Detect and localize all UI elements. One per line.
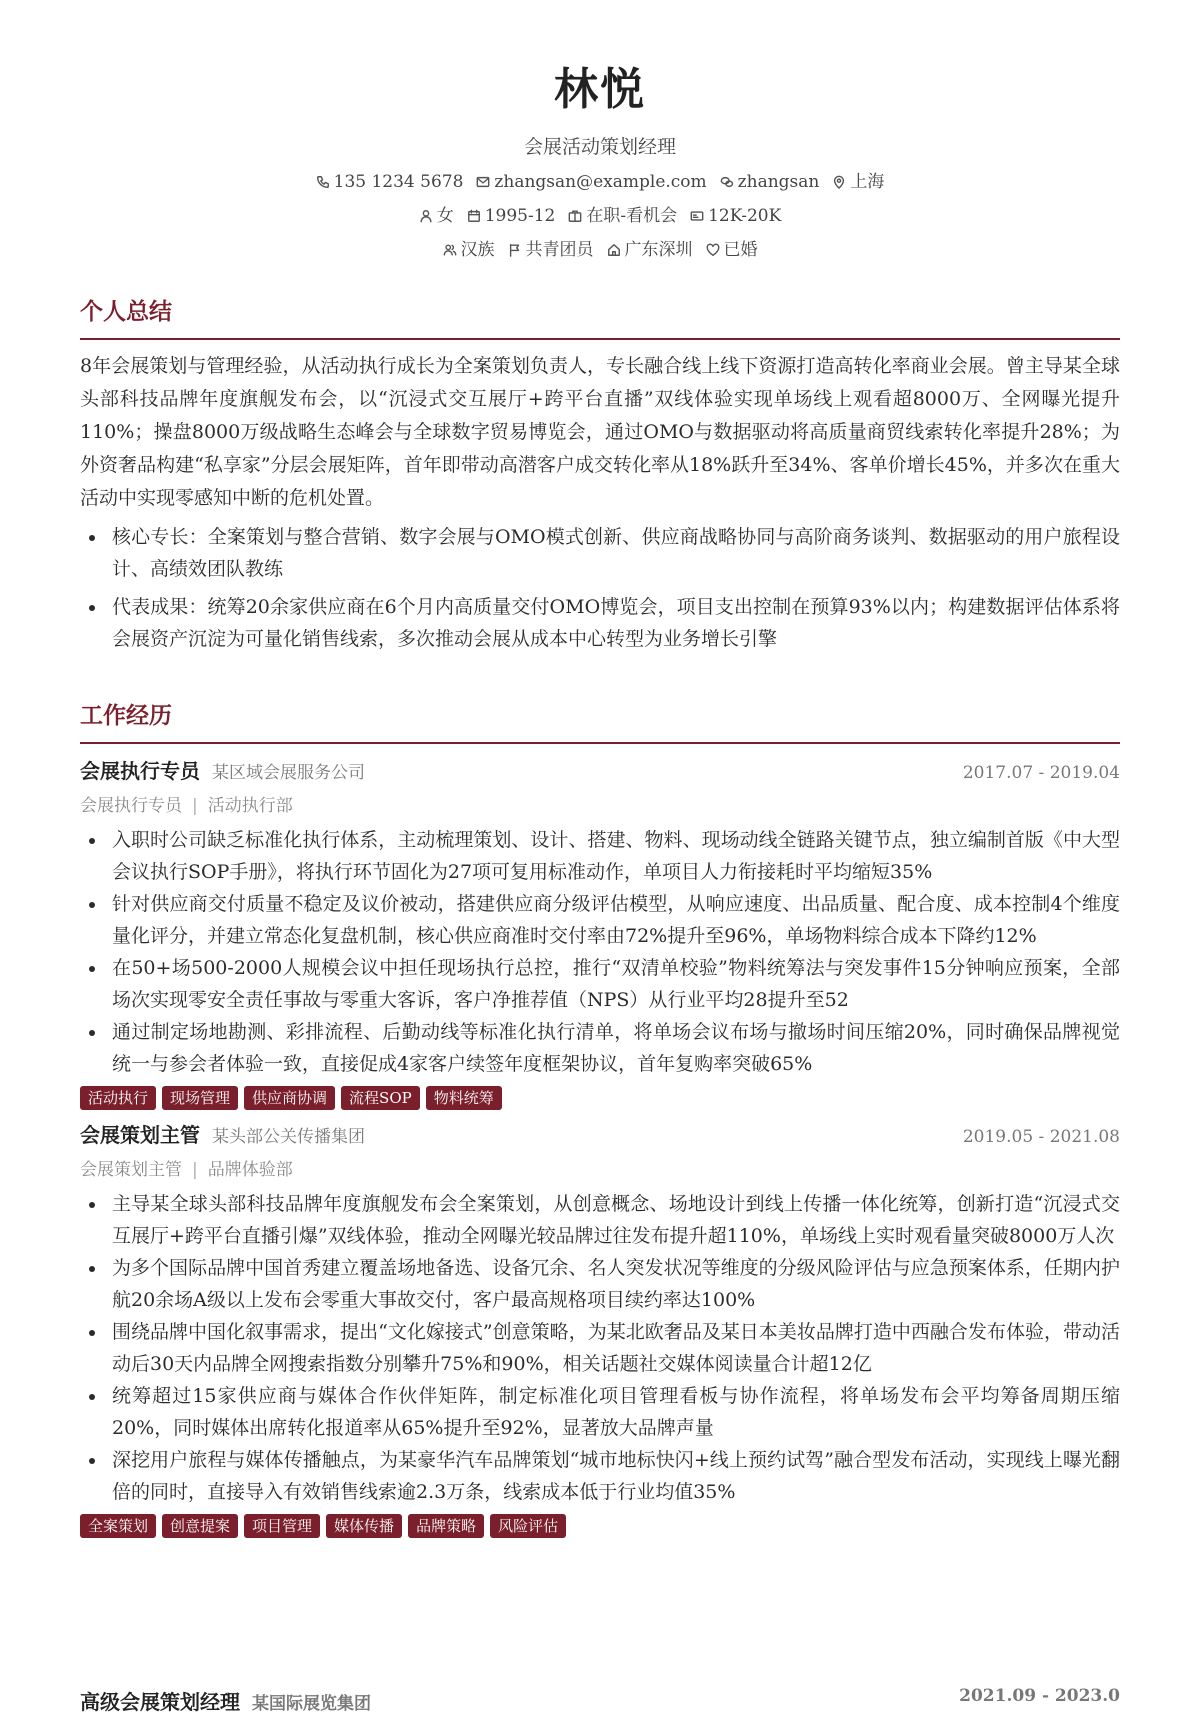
people-icon xyxy=(443,243,457,257)
ethnicity-text: 汉族 xyxy=(460,240,495,260)
separator: | xyxy=(192,796,198,816)
job-bullets xyxy=(80,1188,1120,1508)
job-position: 会展执行专员 xyxy=(80,796,182,816)
location-icon xyxy=(832,175,846,189)
skill-tag: 创意提案 xyxy=(162,1514,238,1538)
list-item: 核心专长：全案策划与整合营销、数字会展与OMO模式创新、供应商战略协同与高阶商务谈判、数据驱动的用户旅程设计、高绩效团队教练 xyxy=(80,521,1120,585)
skill-tag: 风险评估 xyxy=(490,1514,566,1538)
background-row xyxy=(0,238,1200,262)
list-item: 通过制定场地勘测、彩排流程、后勤动线等标准化执行清单，将单场会议布场与撤场时间压缩20%，同时确保品牌视觉统一与参会者体验一致，直接促成4家客户续签年度框架协议，首年复购率突破65% xyxy=(80,1016,1120,1080)
list-item: 主导某全球头部科技品牌年度旗舰发布会全案策划，从创意概念、场地设计到线上传播一体化统筹，创新打造“沉浸式交互展厅+跨平台直播引爆”双线体验，推动全网曝光较品牌过往发布提升超110%，单场线上实时观看量突破8000万人次 xyxy=(80,1188,1120,1252)
list-item: 代表成果：统筹20余家供应商在6个月内高质量交付OMO博览会，项目支出控制在预算93%以内；构建数据评估体系将会展资产沉淀为可量化销售线索，多次推动会展从成本中心转型为业务增长引擎 xyxy=(80,591,1120,655)
job-company: 某头部公关传播集团 xyxy=(212,1127,365,1147)
summary-bullets xyxy=(80,521,1120,655)
list-item: 在50+场500-2000人规模会议中担任现场执行总控，推行“双清单校验”物料统筹法与突发事件15分钟响应预案，全部场次实现零安全责任事故与零重大客诉，客户净推荐值（NPS）从行业平均28提升至52 xyxy=(80,952,1120,1016)
birth-item xyxy=(467,204,556,228)
phone-text: 135 1234 5678 xyxy=(333,172,464,192)
skill-tag: 流程SOP xyxy=(341,1086,420,1110)
skill-tag: 活动执行 xyxy=(80,1086,156,1110)
job-role: 会展执行专员 xyxy=(80,759,200,783)
job-header xyxy=(80,756,1120,788)
phone-icon xyxy=(316,175,330,189)
ethnicity-item xyxy=(443,238,495,262)
experience-heading: 工作经历 xyxy=(80,700,1120,744)
home-icon xyxy=(607,243,621,257)
skill-tag: 全案策划 xyxy=(80,1514,156,1538)
skill-tag: 供应商协调 xyxy=(244,1086,335,1110)
job-title: 会展活动策划经理 xyxy=(523,136,676,158)
candidate-name: 林悦 xyxy=(554,64,646,115)
job-entry-1 xyxy=(80,756,1120,1110)
user-icon xyxy=(419,209,433,223)
calendar-icon xyxy=(467,209,481,223)
status-text: 在职-看机会 xyxy=(586,206,678,226)
political-text: 共青团员 xyxy=(525,240,594,260)
summary-section xyxy=(80,296,1120,655)
list-item: 为多个国际品牌中国首秀建立覆盖场地备选、设备冗余、名人突发状况等维度的分级风险评估与应急预案体系，任期内护航20余场A级以上发布会零重大事故交付，客户最高规格项目续约率达100% xyxy=(80,1252,1120,1316)
mail-icon xyxy=(476,175,490,189)
skill-tag: 项目管理 xyxy=(244,1514,320,1538)
job-role: 会展策划主管 xyxy=(80,1123,200,1147)
list-item: 统筹超过15家供应商与媒体合作伙伴矩阵，制定标准化项目管理看板与协作流程，将单场发布会平均筹备周期压缩20%，同时媒体出席转化报道率从65%提升至92%，显著放大品牌声量 xyxy=(80,1380,1120,1444)
job-subtitle xyxy=(80,792,1120,820)
summary-paragraph: 8年会展策划与管理经验，从活动执行成长为全案策划负责人，专长融合线上线下资源打造高转化率商业会展。曾主导某全球头部科技品牌年度旗舰发布会，以“沉浸式交互展厅+跨平台直播”双线体验实现单场线上观看超8000万、全网曝光提升110%；操盘8000万级战略生态峰会与全球数字贸易博览会，通过OMO与数据驱动将高质量商贸线索转化率提升28%；为外资奢品构建“私享家”分层会展矩阵，首年即带动高潜客户成交转化率从18%跃升至34%、客单价增长45%，并多次在重大活动中实现零感知中断的危机处置。 xyxy=(80,355,1120,509)
experience-section xyxy=(80,700,1120,1538)
gender-text: 女 xyxy=(436,206,454,226)
phone-item[interactable] xyxy=(316,170,464,194)
email-text: zhangsan@example.com xyxy=(494,172,707,192)
skill-tag: 物料统筹 xyxy=(426,1086,502,1110)
location-item xyxy=(832,170,884,194)
marital-item xyxy=(706,238,758,262)
location-text: 上海 xyxy=(850,172,885,192)
wechat-text: zhangsan xyxy=(737,172,820,192)
resume-header xyxy=(0,0,1200,262)
skill-tags xyxy=(80,1086,1120,1110)
wechat-item xyxy=(720,170,820,194)
flag-icon xyxy=(508,243,522,257)
email-item[interactable] xyxy=(476,170,706,194)
job-date: 2017.07 - 2019.04 xyxy=(962,763,1120,783)
summary-heading: 个人总结 xyxy=(80,296,1120,340)
list-item: 入职时公司缺乏标准化执行体系，主动梳理策划、设计、搭建、物料、现场动线全链路关键节点，独立编制首版《中大型会议执行SOP手册》，将执行环节固化为27项可复用标准动作，单项目人力衔接耗时平均缩短35% xyxy=(80,824,1120,888)
hometown-item xyxy=(607,238,693,262)
job-subtitle xyxy=(80,1156,1120,1184)
profile-row xyxy=(0,204,1200,228)
list-item: 针对供应商交付质量不稳定及议价被动，搭建供应商分级评估模型，从响应速度、出品质量、配合度、成本控制4个维度量化评分，并建立常态化复盘机制，核心供应商准时交付率由72%提升至96%，单场物料综合成本下降约12% xyxy=(80,888,1120,952)
skill-tags xyxy=(80,1514,1120,1538)
job-date: 2019.05 - 2021.08 xyxy=(962,1127,1120,1147)
wallet-icon xyxy=(690,209,704,223)
job-entry-3-partial xyxy=(80,1686,1120,1715)
birth-text: 1995-12 xyxy=(484,206,556,226)
job-header xyxy=(80,1120,1120,1152)
job-company: 某区域会展服务公司 xyxy=(212,763,365,783)
briefcase-icon xyxy=(568,209,582,223)
job-role: 高级会展策划经理 xyxy=(80,1690,240,1714)
skill-tag: 媒体传播 xyxy=(326,1514,402,1538)
separator: | xyxy=(192,1160,198,1180)
job-company: 某国际展览集团 xyxy=(252,1694,371,1714)
list-item: 深挖用户旅程与媒体传播触点，为某豪华汽车品牌策划“城市地标快闪+线上预约试驾”融合型发布活动，实现线上曝光翻倍的同时，直接导入有效销售线索逾2.3万条，线索成本低于行业均值35% xyxy=(80,1444,1120,1508)
political-item xyxy=(508,238,594,262)
skill-tag: 现场管理 xyxy=(162,1086,238,1110)
hometown-text: 广东深圳 xyxy=(624,240,693,260)
marital-text: 已婚 xyxy=(723,240,758,260)
job-department: 品牌体验部 xyxy=(207,1160,293,1180)
contact-row xyxy=(0,170,1200,194)
salary-text: 12K-20K xyxy=(708,206,782,226)
gender-item xyxy=(419,204,454,228)
status-item xyxy=(568,204,677,228)
salary-item xyxy=(690,204,781,228)
job-department: 活动执行部 xyxy=(207,796,293,816)
job-position: 会展策划主管 xyxy=(80,1160,182,1180)
heart-icon xyxy=(706,243,720,257)
job-date: 2021.09 - 2023.0 xyxy=(959,1686,1120,1706)
wechat-icon xyxy=(720,175,734,189)
skill-tag: 品牌策略 xyxy=(408,1514,484,1538)
job-bullets xyxy=(80,824,1120,1080)
list-item: 围绕品牌中国化叙事需求，提出“文化嫁接式”创意策略，为某北欧奢品及某日本美妆品牌打造中西融合发布体验，带动活动后30天内品牌全网搜索指数分别攀升75%和90%，相关话题社交媒体阅读量合计超12亿 xyxy=(80,1316,1120,1380)
job-entry-2 xyxy=(80,1120,1120,1538)
